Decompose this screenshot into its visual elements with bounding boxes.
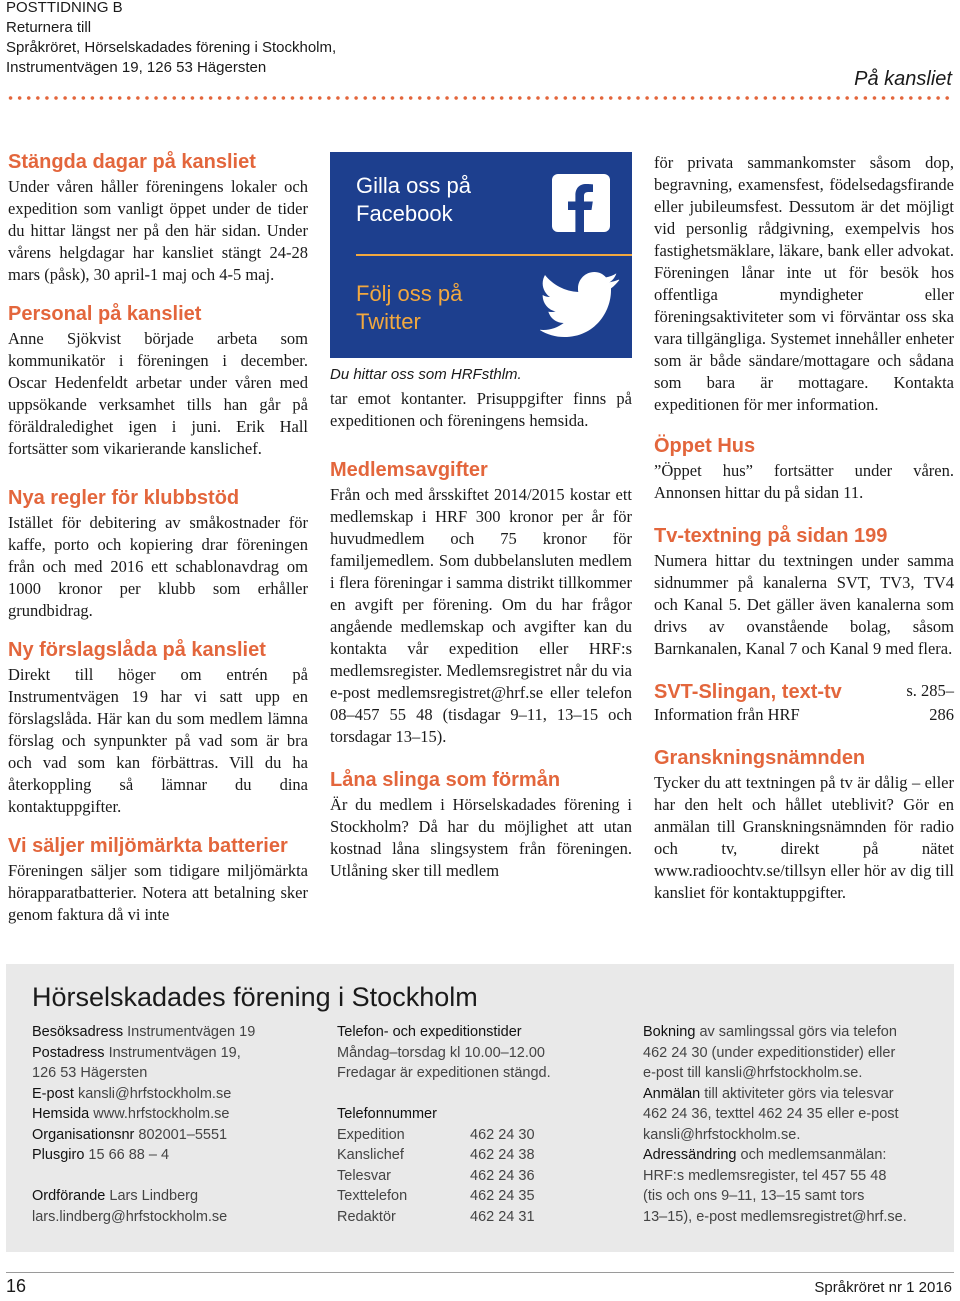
footer-booking-column: Bokning av samlingssal görs via telefon 462 24 30 (under expeditionstider) eller e-post till kansli@hrfstockholm.se. Anmälan till aktiviteter görs via telesvar 462 24 36, texttel 462 24 35 eller e-post kansli@hrfstockholm.se. Adressändring och medlemsanmälan: HRF:s medlemsregister, tel 457 55 48 (tis och ons 9–11, 13–15 samt tors 13–15), e-post medlemsregistret@hrf.se. [643,1024,907,1225]
body-tv: Numera hittar du textningen under samma sidnummer på kanalerna SVT, TV3, TV4 och Kanal 5. Det gäller även kanalerna som drivs av ovanstående bolag, såsom Barnkanalen, Kanal 7 och Kanal 9 med flera. [654,551,954,658]
phone-row: Kanslichef 462 24 38 [337,1147,535,1163]
org-number-label: Organisationsnr [32,1126,135,1143]
heading-batterier: Vi säljer miljömärkta batterier [8,835,288,857]
return-label: Returnera till [6,19,92,36]
svt-info: Information från HRF [654,705,800,724]
heading-personal: Personal på kansliet [8,303,202,325]
plusgiro-label: Plusgiro [32,1147,85,1163]
social-handle-hint: Du hittar oss som HRFsthlm. [330,366,522,383]
heading-tv: Tv-textning på sidan 199 [654,525,888,547]
body-stangda: Under våren håller föreningens lokaler och expedition som vanligt öppet under de tider du hittar längst ner på den här sidan. Under vårens helgdagar har kansliet stängt 24-28 mars (påsk), 30 april-1 maj och 4-5 maj. [8,177,308,284]
booking-label: Bokning [643,1024,696,1040]
website-link[interactable]: www.hrfstockholm.se [93,1106,230,1122]
body-oppet: ”Öppet hus” fortsätter under våren. Annonsen hittar du på sidan 11. [654,461,954,502]
footer-contact-column [32,1022,255,1227]
postal-address-line-2: 126 53 Hägersten [32,1065,148,1081]
svt-page-ref-2: 286 [929,705,954,724]
heading-medlem: Medlemsavgifter [330,459,488,481]
website-label: Hemsida [32,1106,90,1122]
publication-issue: Språkröret nr 1 2016 [814,1279,952,1296]
body-personal: Anne Sjökvist började arbeta som kommunikatör i föreningen i december. Oscar Hedenfeldt arbetar under våren med uppsökande verksamhet tills han går på föräldraledighet igen i juni. Erik Hall fortsätter som vikarierande kanslichef. [8,329,308,458]
association-title: Hörselskadades förening i Stockholm [32,982,478,1012]
body-batterier-continued: tar emot kontanter. Prisuppgifter finns på expeditionen och föreningens hemsida. [330,389,632,430]
column-right [654,152,954,904]
hours-label: Telefon- och expeditionstider [337,1024,522,1040]
phone-row: Telesvar 462 24 36 [337,1167,535,1184]
postal-address-label: Postadress [32,1044,105,1061]
body-slinga: Är du medlem i Hörselskadades förening i Stockholm? Då har du möjlighet att utan kostnad låna slingsystem från föreningen. Utlåning sker till medlem [330,795,632,880]
heading-slinga: Låna slinga som förmån [330,769,561,791]
chair-name: Lars Lindberg [109,1188,199,1204]
heading-klubbstod: Nya regler för klubbstöd [8,487,240,509]
phone-row: Expedition 462 24 30 [337,1126,535,1143]
return-address-line-2: Instrumentvägen 19, 126 53 Hägersten [6,59,267,76]
registration-label: Anmälan [643,1085,701,1102]
body-klubbstod: Istället för debitering av småkostnader för kaffe, porto och kopiering drar föreningen från och med 2016 ett schablonavdrag om 1000 kronor per klubb som erhåller grundbidrag. [8,513,308,620]
facebook-icon[interactable] [552,174,610,232]
facebook-line-1: Gilla oss på [356,173,471,198]
chair-label: Ordförande [32,1188,106,1204]
body-forslag: Direkt till höger om entrén på Instrumentvägen 19 har vi satt upp en förslagslåda. Här kan du som medlem lämna förslag och synpunkter på vad som är bra och vad som kan förbättras. Vill du ha återkoppling så lämnar du dina kontaktuppgifter. [8,665,308,816]
phone-row: Redaktör 462 24 31 [337,1208,535,1225]
social-media-box [330,152,632,358]
heading-gransk: Granskningsnämnden [654,747,866,769]
column-left [8,150,308,926]
body-gransk: Tycker du att textningen på tv är dålig – eller har den helt och hållet uteblivit? Gör en anmälan till Granskningsnämnden för radio och tv, direkt på nätet www.radioochtv.se/tillsyn eller hör av dig till kansliet för kontaktuppgifter. [654,773,954,902]
column-middle [330,388,632,882]
body-slinga-continued: för privata sammankomster såsom dop, begravning, examensfest, födelsedagsfirande eller jubileumsfest. Dessutom är det möjligt vid personlig rådgivning, exempelvis hos fastighetsmäklare, läkare, bank eller advokat. Föreningen lånar inte ut för besök hos offentliga myndigheter eller föreningsaktiviteter som vi förväntar oss ska vara tillgängliga. Systemet innehåller enheter som är både sändare/mottagare och sådana som bara är mottagare. Kontakta expeditionen för mer information. [654,153,954,414]
address-change-label: Adressändring [643,1147,737,1163]
hours-weekdays: Måndag–torsdag kl 10.00–12.00 [337,1044,545,1061]
chair-email-link[interactable]: lars.lindberg@hrfstockholm.se [32,1208,228,1225]
postage-label: POSTTIDNING B [6,0,123,16]
facebook-line-2: Facebook [356,201,453,226]
footer-hours-column [337,1022,551,1227]
email-label: E-post [32,1085,74,1102]
visit-address-label: Besöksadress [32,1024,124,1040]
page-number: 16 [6,1276,27,1296]
heading-svt: SVT-Slingan, text-tv [654,681,842,703]
heading-stangda: Stängda dagar på kansliet [8,151,256,173]
email-link[interactable]: kansli@hrfstockholm.se [77,1085,232,1102]
dotted-divider [6,96,954,100]
visit-address: Instrumentvägen 19 [127,1024,256,1040]
phone-list-label: Telefonnummer [337,1106,437,1122]
association-info-box [6,964,954,1252]
section-title: På kansliet [854,68,952,90]
footer-rule [6,1272,954,1273]
hours-fridays: Fredagar är expeditionen stängd. [337,1065,551,1081]
plusgiro-number: 15 66 88 – 4 [88,1147,170,1163]
twitter-line-2: Twitter [356,309,421,334]
phone-row: Texttelefon 462 24 35 [337,1188,535,1204]
heading-forslag: Ny förslagslåda på kansliet [8,639,266,661]
org-number: 802001–5551 [138,1126,228,1143]
body-medlem: Från och med årsskiftet 2014/2015 kostar ett medlemskap i HRF 300 kronor per år för huvudmedlem och 75 kronor för familjemedlem. Som dubbelansluten medlem i flera föreningar i samma distrikt tillkommer en avgift per förening. Om du har frågor angående medlemskap och avgifter kan du kontakta vår expedition eller HRF:s medlemsregister. Medlemsregistret når du via e-post medlemsregistret@hrf.se eller telefon 08–457 55 48 (tisdagar 9–11, 13–15 och torsdagar 13–15). [330,485,632,746]
return-address-line-1: Språkröret, Hörselskadades förening i Stockholm, [6,39,337,56]
postal-address: Instrumentvägen 19, [108,1044,241,1061]
heading-oppet: Öppet Hus [654,435,756,457]
social-divider [356,254,632,256]
svt-page-ref: s. 285– [906,681,954,700]
body-batterier: Föreningen säljer som tidigare miljömärkta hörapparatbatterier. Notera att betalning sker genom faktura då vi inte [8,861,308,924]
twitter-bird-icon[interactable] [540,270,620,340]
twitter-line-1: Följ oss på [356,281,463,306]
